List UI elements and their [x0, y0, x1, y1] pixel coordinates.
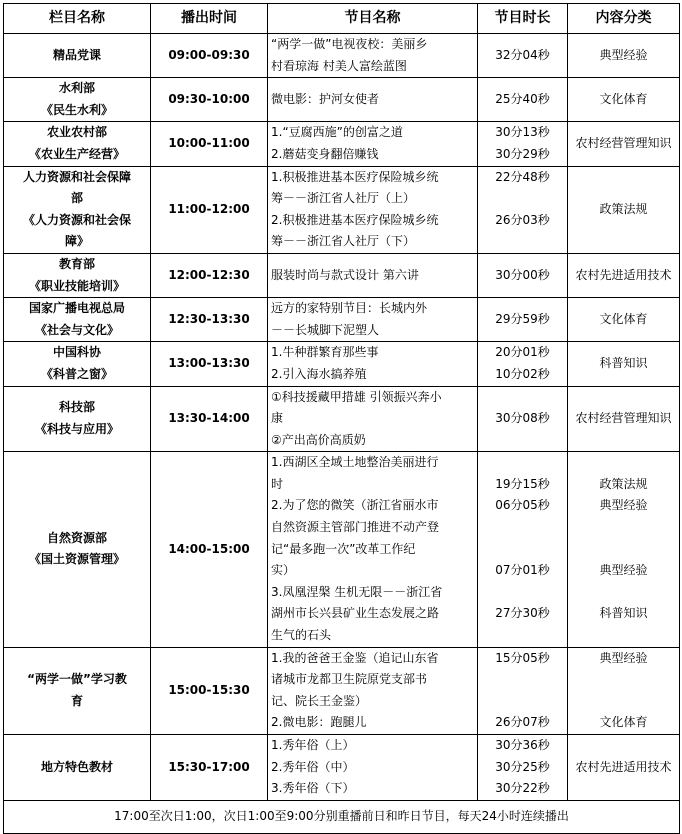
program-name-cell	[268, 647, 478, 734]
program-name-line: 记、院长王金鉴）	[271, 693, 368, 708]
category-line: 政策法规	[599, 201, 648, 216]
program-name-line: 2.蘑菇变身翻倍赚钱	[271, 146, 379, 161]
header-duration: 节目时长	[478, 4, 568, 34]
column-name-line: 人力资源和社会保障	[22, 169, 131, 184]
program-name-line: 自然资源主管部门推进不动产登	[271, 520, 440, 535]
duration-line: 30分13秒	[495, 125, 550, 140]
program-name-line: 2.秀年俗（中）	[271, 759, 355, 774]
category-line: 农村经营管理知识	[575, 136, 672, 151]
program-name-cell	[268, 342, 478, 386]
table-row	[4, 298, 680, 342]
category-line: 科普知识	[599, 606, 648, 621]
program-name-line: 1.秀年俗（上）	[271, 738, 355, 752]
program-name-line: 服装时尚与款式设计 第六讲	[271, 267, 419, 282]
program-name-line: 2.积极推进基本医疗保险城乡统	[271, 212, 439, 227]
duration-line: 20分01秒	[495, 345, 550, 360]
air-time-cell: 13:30-14:00	[151, 386, 268, 452]
category-spacer	[571, 625, 676, 647]
table-row	[4, 386, 680, 452]
program-name-line: 实）	[271, 563, 296, 578]
category-cell	[568, 166, 680, 253]
category-spacer	[571, 669, 676, 691]
duration-spacer	[481, 188, 564, 210]
air-time-cell: 12:30-13:30	[151, 298, 268, 342]
duration-line: 06分05秒	[495, 498, 550, 513]
category-cell	[568, 386, 680, 452]
program-name-line: 1.“豆腐西施”的创富之道	[271, 125, 403, 140]
duration-line: 26分03秒	[495, 212, 550, 227]
duration-cell	[478, 78, 568, 122]
program-name-line: “两学一做”电视夜校：美丽乡	[271, 37, 428, 51]
column-name-cell	[4, 452, 151, 647]
column-name-line: 《科技与应用》	[34, 421, 119, 436]
column-name-cell	[4, 647, 151, 734]
program-name-line: 3.秀年俗（下）	[271, 781, 355, 796]
column-name-cell	[4, 253, 151, 297]
program-name-line: 2.为了您的微笑（浙江省丽水市	[271, 498, 439, 513]
column-name-line: 中国科协	[52, 345, 101, 360]
duration-line: 30分29秒	[495, 146, 550, 161]
category-line: 文化体育	[599, 91, 648, 106]
category-spacer	[571, 582, 676, 604]
category-line: 典型经验	[599, 563, 648, 578]
column-name-line: 《人力资源和社会保	[22, 212, 131, 227]
air-time-cell: 12:00-12:30	[151, 253, 268, 297]
air-time-cell: 09:30-10:00	[151, 78, 268, 122]
category-cell	[568, 78, 680, 122]
program-name-cell	[268, 452, 478, 647]
duration-cell	[478, 342, 568, 386]
column-name-line: 自然资源部	[46, 530, 107, 545]
duration-line: 30分36秒	[495, 738, 550, 752]
table-row	[4, 166, 680, 253]
air-time-cell: 14:00-15:00	[151, 452, 268, 647]
program-name-line: 1.积极推进基本医疗保险城乡统	[271, 169, 439, 184]
program-name-line: 湖州市长兴县矿业生态发展之路	[271, 606, 440, 621]
program-name-cell	[268, 78, 478, 122]
column-name-line: 《民生水利》	[40, 102, 113, 117]
header-air-time: 播出时间	[151, 4, 268, 34]
duration-line: 26分07秒	[495, 715, 550, 730]
duration-cell	[478, 386, 568, 452]
duration-line: 07分01秒	[495, 563, 550, 578]
table-row	[4, 452, 680, 647]
duration-line: 27分30秒	[495, 606, 550, 621]
program-name-line: 筹－－浙江省人社厅（上）	[271, 191, 416, 206]
duration-line: 32分04秒	[495, 47, 550, 62]
duration-line: 29分59秒	[495, 311, 550, 326]
category-spacer	[571, 517, 676, 539]
duration-cell	[478, 122, 568, 166]
duration-spacer	[481, 691, 564, 713]
footer-row	[4, 800, 680, 833]
category-spacer	[571, 691, 676, 713]
category-cell	[568, 452, 680, 647]
column-name-cell	[4, 386, 151, 452]
duration-line: 22分48秒	[495, 169, 550, 184]
table-row	[4, 735, 680, 801]
duration-spacer	[481, 539, 564, 561]
program-name-line: 微电影：护河女使者	[271, 91, 380, 106]
footer-note: 17:00至次日1:00，次日1:00至9:00分别重播前日和昨日节目，每天24小时连续播出	[4, 800, 680, 833]
duration-line: 19分15秒	[495, 476, 550, 491]
air-time-cell: 15:00-15:30	[151, 647, 268, 734]
program-name-line: ②产出高价高质奶	[271, 432, 366, 447]
category-cell	[568, 34, 680, 78]
column-name-line: 《社会与文化》	[34, 322, 119, 337]
duration-cell	[478, 647, 568, 734]
column-name-line: 《科普之窗》	[40, 366, 113, 381]
header-category: 内容分类	[568, 4, 680, 34]
category-cell	[568, 735, 680, 801]
header-column-name: 栏目名称	[4, 4, 151, 34]
program-name-line: 生气的石头	[271, 628, 332, 643]
category-line: 文化体育	[599, 715, 648, 730]
air-time-cell: 10:00-11:00	[151, 122, 268, 166]
column-name-line: 部	[70, 191, 83, 206]
program-name-line: 1.西湖区全域土地整治美丽进行	[271, 455, 439, 470]
program-name-line: 远方的家特别节目：长城内外	[271, 301, 428, 316]
category-line: 典型经验	[599, 650, 648, 665]
column-name-line: 《农业生产经营》	[28, 146, 125, 161]
column-name-line: 国家广播电视总局	[28, 301, 125, 316]
duration-spacer	[481, 625, 564, 647]
air-time-cell: 09:00-09:30	[151, 34, 268, 78]
program-name-cell	[268, 166, 478, 253]
table-row	[4, 34, 680, 78]
air-time-cell: 15:30-17:00	[151, 735, 268, 801]
program-name-cell	[268, 34, 478, 78]
table-row	[4, 342, 680, 386]
duration-spacer	[481, 231, 564, 253]
column-name-cell	[4, 298, 151, 342]
duration-spacer	[481, 582, 564, 604]
category-spacer	[571, 539, 676, 561]
category-line: 典型经验	[599, 498, 648, 513]
duration-cell	[478, 298, 568, 342]
program-name-line: 1.我的爸爸王金鉴（追记山东省	[271, 650, 439, 665]
table-row	[4, 78, 680, 122]
program-name-line: －－长城脚下泥塑人	[271, 322, 380, 337]
column-name-cell	[4, 34, 151, 78]
category-cell	[568, 298, 680, 342]
column-name-line: “两学一做”学习教	[27, 672, 127, 687]
column-name-line: 障》	[64, 234, 89, 249]
column-name-line: 精品党课	[52, 47, 101, 62]
duration-cell	[478, 735, 568, 801]
category-line: 文化体育	[599, 311, 648, 326]
column-name-line: 育	[70, 693, 83, 708]
category-cell	[568, 342, 680, 386]
column-name-line: 科技部	[58, 400, 95, 415]
duration-spacer	[481, 452, 564, 474]
program-name-cell	[268, 253, 478, 297]
air-time-cell: 13:00-13:30	[151, 342, 268, 386]
category-cell	[568, 253, 680, 297]
duration-line: 30分08秒	[495, 411, 550, 426]
table-row	[4, 253, 680, 297]
program-name-cell	[268, 386, 478, 452]
duration-cell	[478, 253, 568, 297]
category-line: 科普知识	[599, 356, 648, 371]
category-cell	[568, 647, 680, 734]
column-name-line: 水利部	[58, 81, 95, 96]
duration-spacer	[481, 669, 564, 691]
category-line: 政策法规	[599, 476, 648, 491]
duration-spacer	[481, 517, 564, 539]
program-name-line: 2.微电影：跑腿儿	[271, 715, 367, 730]
category-line: 典型经验	[599, 47, 648, 62]
category-cell	[568, 122, 680, 166]
duration-line: 25分40秒	[495, 91, 550, 106]
category-line: 农村先进适用技术	[575, 267, 672, 282]
program-name-line: 诸城市龙都卫生院原党支部书	[271, 672, 428, 687]
program-name-line: 时	[271, 476, 284, 491]
duration-line: 15分05秒	[495, 650, 550, 665]
program-name-cell	[268, 298, 478, 342]
program-name-line: 记“最多跑一次”改革工作纪	[271, 541, 416, 556]
column-name-cell	[4, 735, 151, 801]
table-row	[4, 647, 680, 734]
program-name-line: ①科技援藏甲措雄 引领振兴奔小	[271, 389, 442, 404]
column-name-cell	[4, 78, 151, 122]
program-name-line: 筹－－浙江省人社厅（下）	[271, 234, 416, 249]
category-line: 农村先进适用技术	[575, 759, 672, 774]
duration-line: 30分25秒	[495, 759, 550, 774]
program-name-line: 村看琼海 村美人富绘蓝图	[271, 58, 407, 73]
header-row	[4, 4, 680, 34]
table-row	[4, 122, 680, 166]
duration-cell	[478, 34, 568, 78]
column-name-line: 教育部	[58, 256, 95, 271]
air-time-cell: 11:00-12:00	[151, 166, 268, 253]
program-name-line: 康	[271, 411, 284, 426]
schedule-table	[3, 3, 680, 834]
column-name-cell	[4, 166, 151, 253]
program-name-cell	[268, 122, 478, 166]
program-name-line: 2.引入海水搞养殖	[271, 366, 367, 381]
duration-line: 10分02秒	[495, 366, 550, 381]
duration-cell	[478, 166, 568, 253]
header-program-name: 节目名称	[268, 4, 478, 34]
program-name-cell	[268, 735, 478, 801]
duration-line: 30分22秒	[495, 781, 550, 796]
schedule-body	[4, 34, 680, 801]
column-name-line: 地方特色教材	[40, 759, 113, 774]
program-name-line: 3.凤凰涅槃 生机无限－－浙江省	[271, 584, 443, 599]
column-name-cell	[4, 342, 151, 386]
duration-cell	[478, 452, 568, 647]
column-name-cell	[4, 122, 151, 166]
column-name-line: 《职业技能培训》	[28, 278, 125, 293]
column-name-line: 《国土资源管理》	[28, 552, 125, 567]
column-name-line: 农业农村部	[46, 125, 107, 140]
category-line: 农村经营管理知识	[575, 411, 672, 426]
category-spacer	[571, 452, 676, 474]
program-name-line: 1.牛种群繁育那些事	[271, 345, 379, 360]
duration-line: 30分00秒	[495, 267, 550, 282]
